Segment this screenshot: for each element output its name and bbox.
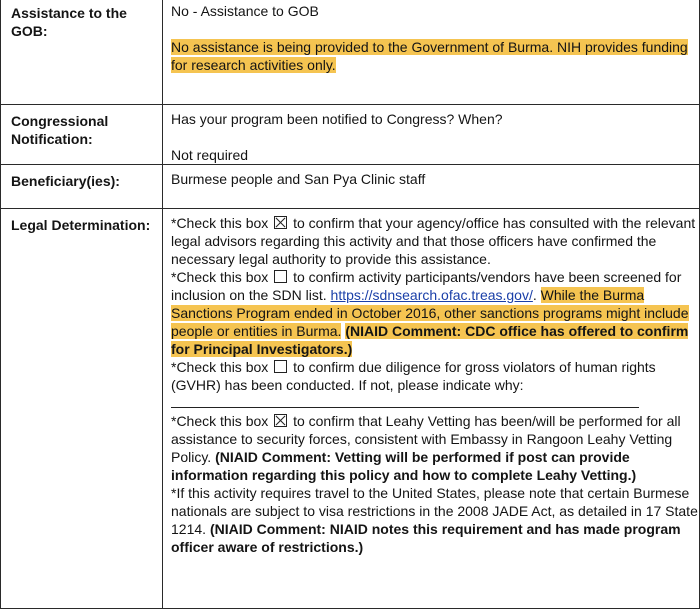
- check-1-text: to confirm that your agency/office has consulted with the relevant legal advisors regarding this activity and that those officers have confirmed the necessary legal authority to provide this assistance.: [171, 215, 696, 267]
- assistance-note: No assistance is being provided to the Government of Burma. NIH provides funding for research activities only.: [171, 39, 688, 73]
- check-3-prefix: *Check this box: [171, 359, 269, 375]
- niaid-comment-1: (NIAID Comment: CDC office has offered to confirm for Principal Investigators.): [171, 323, 689, 357]
- congressional-value-block: [163, 105, 699, 164]
- row-beneficiary: [1, 165, 700, 209]
- congressional-label: Congressional Notification:: [11, 113, 109, 147]
- row-assistance: [1, 0, 700, 105]
- legal-check-1: [171, 214, 699, 268]
- legal-check-3: [171, 358, 699, 412]
- legal-value-block: [163, 209, 699, 556]
- row-legal: [1, 209, 700, 609]
- check-2-text: to confirm activity participants/vendors have been screened for inclusion on the SDN list.: [171, 269, 682, 303]
- check-3-text: to confirm due diligence for gross violators of human rights (GVHR) has been conducted. If not, please indicate why:: [171, 359, 656, 393]
- assistance-value: No - Assistance to GOB: [171, 3, 319, 19]
- sdn-search-link[interactable]: https://sdnsearch.ofac.treas.gov/: [330, 287, 533, 303]
- sdn-screening-checkbox[interactable]: [274, 270, 287, 283]
- value-cell: [163, 165, 700, 209]
- assistance-value-block: [163, 0, 699, 74]
- label-cell: [1, 209, 163, 609]
- label-cell: [1, 165, 163, 209]
- travel-note-paragraph: [171, 484, 699, 556]
- assistance-label: Assistance to the GOB:: [11, 5, 127, 39]
- label-cell: [1, 105, 163, 165]
- value-cell: [163, 0, 700, 105]
- row-congressional: [1, 105, 700, 165]
- gvhr-checkbox[interactable]: [274, 360, 287, 373]
- leahy-vetting-checkbox[interactable]: [274, 414, 287, 427]
- legal-advisor-checkbox[interactable]: [274, 216, 287, 229]
- beneficiary-value: Burmese people and San Pya Clinic staff: [171, 171, 426, 187]
- congressional-question: Has your program been notified to Congress? When?: [171, 111, 503, 127]
- niaid-comment-2: (NIAID Comment: Vetting will be performed if post can provide information regarding this policy and how to complete Leahy Vetting.): [171, 449, 637, 483]
- legal-check-2: [171, 268, 699, 358]
- legal-label: Legal Determination:: [11, 217, 151, 233]
- value-cell: [163, 105, 700, 165]
- travel-note: *If this activity requires travel to the United States, please note that certain Burmese nationals are subject to visa restrictions in the 2008 JADE Act, as detailed in 17 State 1214.: [171, 485, 698, 537]
- check-1-prefix: *Check this box: [171, 215, 269, 231]
- period: .: [532, 287, 537, 303]
- label-cell: [1, 0, 163, 105]
- check-2-prefix: *Check this box: [171, 269, 269, 285]
- why-blank-line[interactable]: [171, 395, 639, 408]
- value-cell: [163, 209, 700, 609]
- sanctions-note: While the Burma Sanctions Program ended in October 2016, other sanctions programs might include people or entities in Burma.: [171, 287, 689, 339]
- check-4-prefix: *Check this box: [171, 413, 269, 429]
- legal-check-4: [171, 412, 699, 484]
- congressional-answer: Not required: [171, 147, 249, 163]
- beneficiary-label: Beneficiary(ies):: [11, 173, 120, 189]
- check-4-text: to confirm that Leahy Vetting has been/will be performed for all assistance to security forces, consistent with Embassy in Rangoon Leahy Vetting Policy.: [171, 413, 681, 465]
- niaid-comment-3: (NIAID Comment: NIAID notes this requirement and has made program officer aware of restrictions.): [171, 521, 681, 555]
